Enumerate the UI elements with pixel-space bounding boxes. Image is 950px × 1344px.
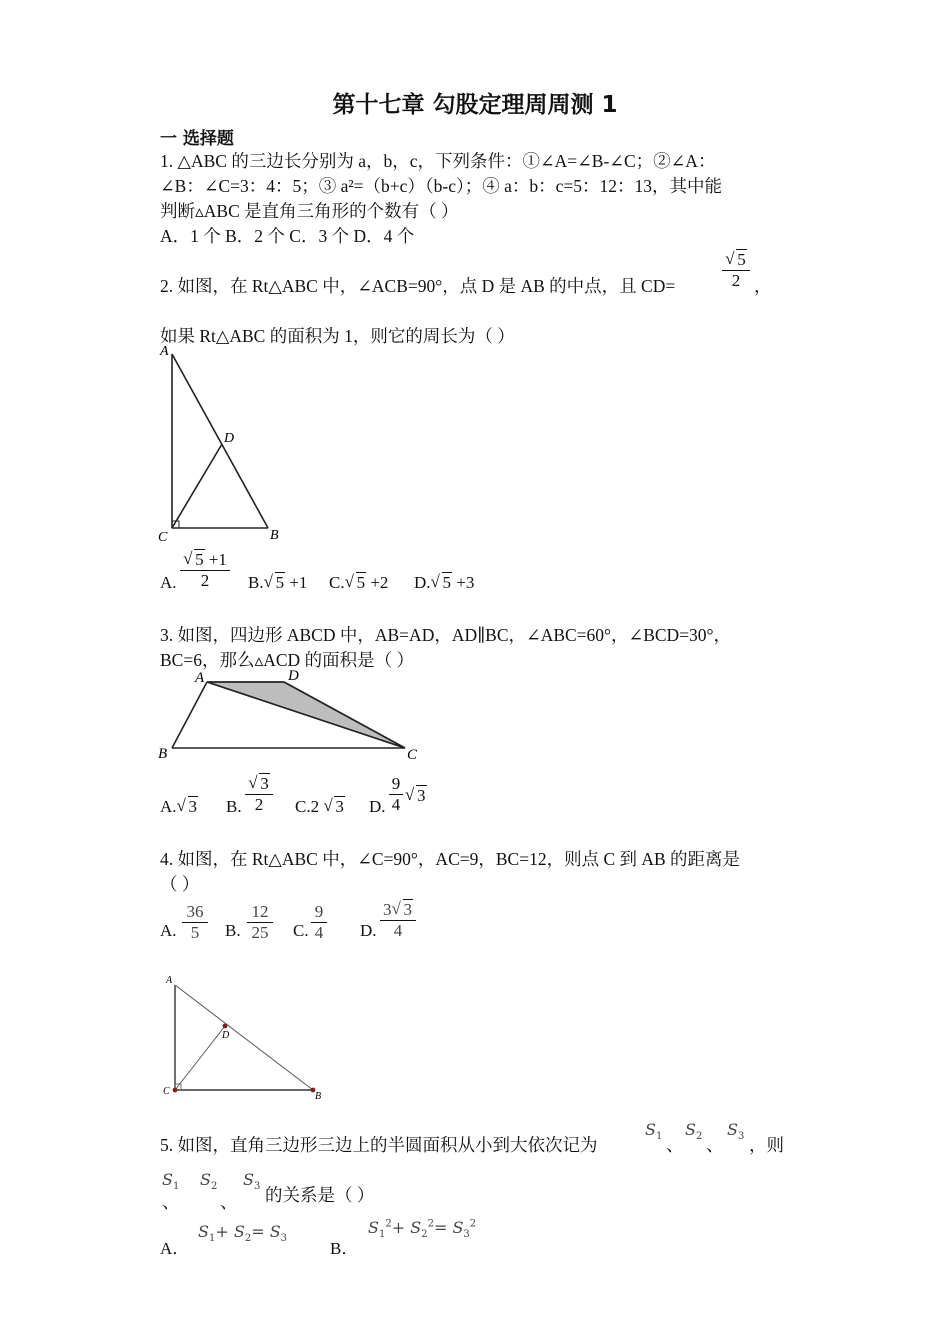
q3-opt-c-radicand: 3 xyxy=(335,797,344,816)
q2-opt-a-den: 2 xyxy=(180,570,230,591)
q2-figure xyxy=(150,340,290,550)
q1-line3: 判断▵ABC 是直角三角形的个数有（ ） xyxy=(160,201,459,221)
q4-opt-c-fraction xyxy=(311,902,327,943)
q5-line1: 5. 如图，直角三边形三边上的半圆面积从小到大依次记为 xyxy=(160,1135,598,1155)
q4-opt-d-radicand: 3 xyxy=(403,900,412,919)
q2-opt-c xyxy=(329,573,388,593)
q4-opt-c-label: C. xyxy=(293,921,309,940)
q4-opt-a-den: 5 xyxy=(182,922,208,943)
q5-line2-tail: 的关系是（ ） xyxy=(265,1185,375,1205)
q2-comma: ， xyxy=(754,276,772,296)
q2-opt-b-radicand: 5 xyxy=(275,573,285,592)
q4-label-c: C xyxy=(163,1086,170,1097)
q4-opt-d-label: D. xyxy=(360,921,377,940)
q3-opt-a xyxy=(160,797,198,817)
q5-line2-s3: $S_3$ xyxy=(243,1170,261,1193)
q4-opt-d-fraction xyxy=(380,900,416,941)
q2-opt-a-label: A. xyxy=(160,573,177,592)
q5-line2-sep2: 、 xyxy=(220,1192,238,1212)
q4-opt-b-num: 12 xyxy=(251,902,269,921)
q3-opt-a-radicand: 3 xyxy=(188,797,198,816)
q3-line2: BC=6，那么▵ACD 的面积是（ ） xyxy=(160,650,414,670)
q4-line1: 4. 如图，在 Rt△ABC 中，∠C=90°，AC=9，BC=12，则点 C 到 AB 的距离是 xyxy=(160,849,741,869)
q4-opt-b-den: 25 xyxy=(247,922,273,943)
q2-opt-b-label: B. xyxy=(248,573,264,592)
q2-opt-a-rest: +1 xyxy=(204,550,227,569)
q5-s2: $S_2$ xyxy=(685,1120,703,1143)
page-title: 第十七章 勾股定理周周测 1 xyxy=(332,92,618,118)
q3-opt-d-radicand: 3 xyxy=(417,786,426,805)
q3-opt-b-label: B. xyxy=(226,797,242,816)
q3-opt-d-num: 9 xyxy=(391,774,401,793)
q1-line2: ∠B：∠C=3：4：5；③ a²=（b+c）（b-c）；④ a：b：c=5：12：13，其中能 xyxy=(160,176,723,196)
q4-opt-b-label: B. xyxy=(225,921,241,940)
q3-label-d: D xyxy=(288,668,299,684)
q4-label-b: B xyxy=(315,1091,322,1102)
q3-opt-a-label: A. xyxy=(160,797,177,816)
q4-label-d: D xyxy=(222,1030,230,1041)
q5-opt-a-label: A． xyxy=(160,1239,190,1258)
q2-opt-b xyxy=(248,573,307,593)
q2-label-b: B xyxy=(270,528,279,543)
q4-opt-c-den: 4 xyxy=(311,922,327,943)
q2-opt-c-radicand: 5 xyxy=(356,573,366,592)
q5-opt-b-label: B． xyxy=(330,1239,359,1258)
q3-opt-d-sqrt xyxy=(405,786,427,806)
q4-opt-b-fraction xyxy=(247,902,273,943)
q3-opt-c-label: C.2 xyxy=(295,797,320,816)
q3-label-c: C xyxy=(407,747,418,763)
q4-figure xyxy=(155,970,335,1105)
q5-line2-s1: $S_1$ xyxy=(162,1170,180,1193)
q3-opt-b-radicand: 3 xyxy=(260,774,269,793)
q2-opt-d-radicand: 5 xyxy=(442,573,452,592)
q5-s3: $S_3$ xyxy=(727,1120,745,1143)
q4-opt-a-label: A. xyxy=(160,921,177,940)
q5-s1: $S_1$ xyxy=(645,1120,663,1143)
q2-opt-a-fraction xyxy=(180,550,230,591)
q3-label-b: B xyxy=(158,746,168,762)
q3-opt-d-den: 4 xyxy=(389,794,403,815)
q2-opt-a-radicand: 5 xyxy=(195,550,204,569)
q5-opt-b-formula: $S_1^2+ S_2^2= S_3^2$ xyxy=(368,1218,477,1241)
q1-options: A．1 个 B．2 个 C．3 个 D．4 个 xyxy=(160,226,415,246)
q5-line2-sep1: 、 xyxy=(162,1192,180,1212)
q2-opt-c-rest: +2 xyxy=(366,573,389,592)
q3-opt-c xyxy=(295,797,345,817)
q2-label-a: A xyxy=(160,344,169,359)
q5-opt-a-formula: $S_1+ S_2= S_3$ xyxy=(198,1222,288,1245)
q2-cd-fraction xyxy=(722,250,750,291)
q2-opt-b-rest: +1 xyxy=(285,573,308,592)
section-heading: 一 选择题 xyxy=(160,129,234,149)
q3-figure xyxy=(150,664,430,764)
q2-line2: 如果 Rt△ABC 的面积为 1，则它的周长为（ ） xyxy=(160,326,515,346)
q2-cd-denominator: 2 xyxy=(722,270,750,291)
q4-opt-c-num: 9 xyxy=(314,902,324,921)
q2-opt-c-label: C. xyxy=(329,573,345,592)
q2-line1: 2. 如图，在 Rt△ABC 中，∠ACB=90°，点 D 是 AB 的中点，且 CD= xyxy=(160,276,676,296)
q2-opt-d xyxy=(414,573,474,593)
q5-line2-s2: $S_2$ xyxy=(200,1170,218,1193)
q2-opt-d-rest: +3 xyxy=(452,573,475,592)
q3-label-a: A xyxy=(195,670,205,686)
q4-line2: （ ） xyxy=(160,874,200,894)
q2-label-c: C xyxy=(158,530,168,545)
q1-line1: 1. △ABC 的三边长分别为 a，b，c，下列条件：①∠A=∠B-∠C；②∠A： xyxy=(160,151,716,171)
q5-sep1: 、 xyxy=(666,1135,684,1155)
q3-line1: 3. 如图，四边形 ABCD 中，AB=AD，AD∥BC，∠ABC=60°，∠BCD=30°， xyxy=(160,625,732,645)
q2-label-d: D xyxy=(224,431,235,446)
q4-label-a: A xyxy=(166,975,173,986)
q4-opt-a-num: 36 xyxy=(186,902,204,921)
q3-opt-d-label: D. xyxy=(369,797,386,816)
q3-opt-d-fraction xyxy=(389,774,403,815)
q2-opt-d-label: D. xyxy=(414,573,431,592)
q5-then: ，则 xyxy=(749,1135,784,1155)
q4-opt-d-den: 4 xyxy=(380,920,416,941)
q3-opt-b-fraction xyxy=(245,774,273,815)
q4-opt-a-fraction xyxy=(182,902,208,943)
q5-sep2: 、 xyxy=(706,1135,724,1155)
q3-opt-b-den: 2 xyxy=(245,794,273,815)
q4-opt-d-coef: 3 xyxy=(383,900,392,919)
q2-cd-numerator: 5 xyxy=(737,250,746,269)
